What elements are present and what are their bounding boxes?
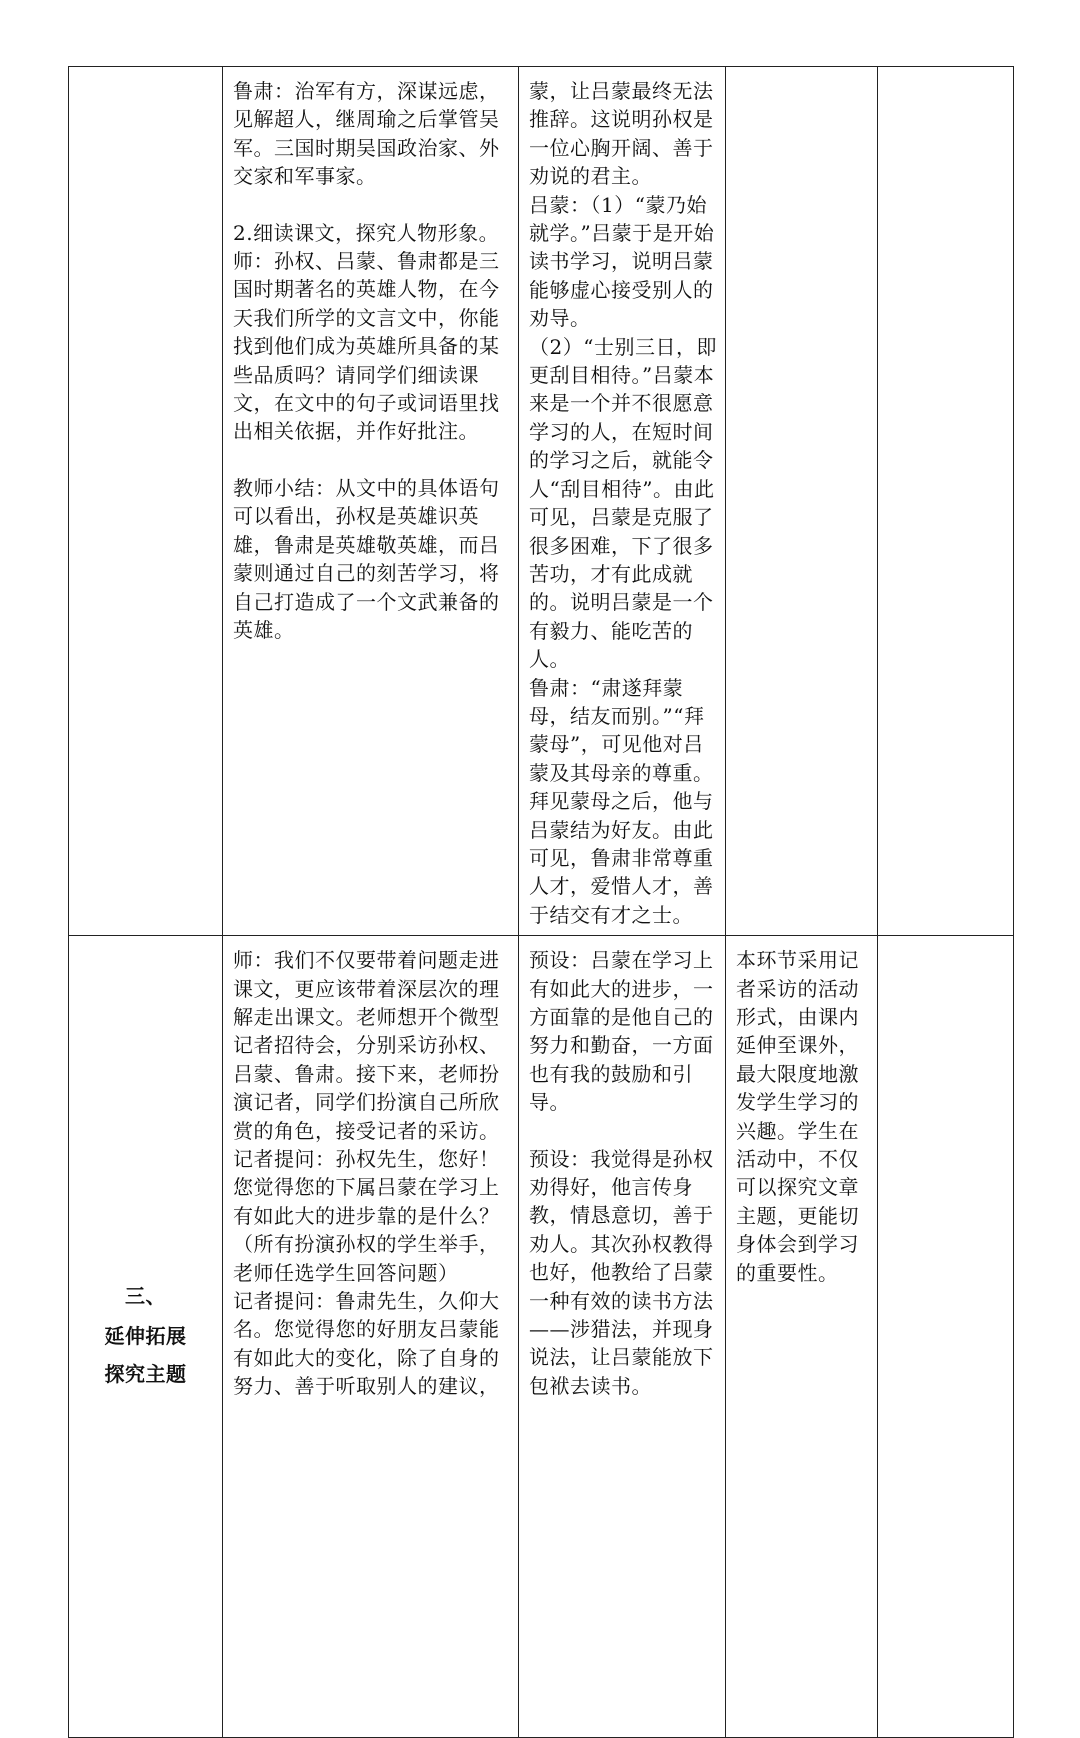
student-activity-cell <box>519 936 726 1738</box>
student-text: （2）“士别三日，即更刮目相待。”吕蒙本来是一个并不很愿意学习的人，在短时间的学习之后，就能令人“刮目相待”。由此可见，吕蒙是克服了很多困难，下了很多苦功，才有此成就的。说明吕蒙是一个有毅力、能吃苦的人。 <box>529 334 717 672</box>
design-intent-cell <box>726 936 878 1738</box>
stage-cell <box>69 67 223 936</box>
student-text: 吕蒙：（1）“蒙乃始就学。”吕蒙于是开始读书学习，说明吕蒙能够虚心接受别人的劝导。 <box>529 192 715 331</box>
teacher-activity-cell <box>223 67 519 936</box>
stage-title-line: 延伸拓展 <box>104 1323 187 1348</box>
teacher-text: （所有扮演孙权的学生举手，老师任选学生回答问题） <box>233 1232 500 1285</box>
table-row <box>69 67 1014 936</box>
design-intent-text: 本环节采用记者采访的活动形式，由课内延伸至课外，最大限度地激发学生学习的兴趣。学生在活动中，不仅可以探究文章主题，更能切身体会到学习的重要性。 <box>736 948 859 1285</box>
teacher-text: 教师小结：从文中的具体语句可以看出，孙权是英雄识英雄，鲁肃是英雄敬英雄，而吕蒙则通过自己的刻苦学习，将自己打造成了一个文武兼备的英雄。 <box>233 475 500 642</box>
lesson-plan-table <box>68 66 1014 1738</box>
student-text: 蒙，让吕蒙最终无法推辞。这说明孙权是一位心胸开阔、善于劝说的君主。 <box>529 79 714 189</box>
stage-title-line: 探究主题 <box>104 1361 187 1386</box>
notes-cell <box>878 936 1014 1738</box>
teacher-text: 师：我们不仅要带着问题走进课文，更应该带着深层次的理解走出课文。老师想开个微型记者招待会，分别采访孙权、吕蒙、鲁肃。接下来，老师扮演记者，同学们扮演自己所欣赏的角色，接受记者的采访。 <box>233 948 500 1143</box>
teacher-text: 记者提问：孙权先生，您好！您觉得您的下属吕蒙在学习上有如此大的进步靠的是什么？ <box>233 1147 500 1228</box>
stage-number: 三、 <box>125 1283 166 1308</box>
stage-cell <box>69 936 223 1738</box>
student-text: 预设：吕蒙在学习上有如此大的进步，一方面靠的是他自己的努力和勤奋，一方面也有我的鼓励和引导。 <box>529 948 714 1115</box>
student-text: 预设：我觉得是孙权劝得好，他言传身教，情恳意切，善于劝人。其次孙权教得也好，他教给了吕蒙一种有效的读书方法——涉猎法，并现身说法，让吕蒙能放下包袱去读书。 <box>529 1146 714 1398</box>
student-activity-cell <box>519 67 726 936</box>
teacher-text: 鲁肃：治军有方，深谋远虑，见解超人，继周瑜之后掌管吴军。三国时期吴国政治家、外交家和军事家。 <box>233 79 500 189</box>
table-row <box>69 936 1014 1738</box>
teacher-activity-cell <box>223 936 519 1738</box>
design-intent-cell <box>726 67 878 936</box>
teacher-text: 师：孙权、吕蒙、鲁肃都是三国时期著名的英雄人物，在今天我们所学的文言文中，你能找到他们成为英雄所具备的某些品质吗？请同学们细读课文，在文中的句子或词语里找出相关依据，并作好批注。 <box>233 249 500 444</box>
student-text: 鲁肃：“肃遂拜蒙母，结友而别。”“拜蒙母”，可见他对吕蒙及其母亲的尊重。拜见蒙母之后，他与吕蒙结为好友。由此可见，鲁肃非常尊重人才，爱惜人才，善于结交有才之士。 <box>529 675 714 927</box>
notes-cell <box>878 67 1014 936</box>
teacher-text: 2.细读课文，探究人物形象。 <box>233 220 500 245</box>
teacher-text: 记者提问：鲁肃先生，久仰大名。您觉得您的好朋友吕蒙能有如此大的变化，除了自身的努力、善于听取别人的建议， <box>233 1289 500 1399</box>
